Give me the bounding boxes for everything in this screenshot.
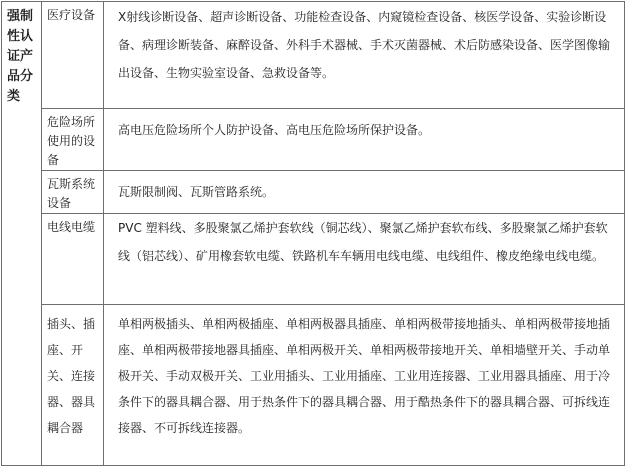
category-label: 危险场所使用的设备 — [47, 115, 96, 167]
category-label: 瓦斯系统设备 — [47, 177, 96, 210]
description-cell — [104, 2, 625, 109]
category-label: 医疗设备 — [47, 8, 96, 22]
table-row — [2, 171, 625, 214]
description-text: 单相两极插头、单相两极插座、单相两极器具插座、单相两极带接地插头、单相两极带接地插座、单相两极带接地器具插座、单相两极开关、单相两极带接地开关、单相墙壁开关、手动单极开关、手动双极开关、工业用插头、工业用插座、工业用连接器、工业用器具插座、用于冷条件下的器具耦合器、用于热条件下的器具耦合器、用于酷热条件下的器具耦合器、可拆线连接器、不可拆线连接器。 — [118, 317, 611, 435]
description-cell — [104, 109, 625, 171]
category-cell — [42, 109, 104, 171]
category-label: 插头、插座、开关、连接器、器具耦合器 — [47, 317, 96, 435]
certification-table — [1, 1, 625, 466]
description-text: 高电压危险场所个人防护设备、高电压危险场所保护设备。 — [118, 123, 431, 137]
description-text: X射线诊断设备、超声诊断设备、功能检查设备、内窥镜检查设备、核医学设备、实验诊断设备、病理诊断装备、麻醉设备、外科手术器械、手术灭菌器械、术后防感染设备、医学图像输出设备、生物实验室设备、急救设备等。 — [118, 10, 611, 80]
category-cell — [42, 214, 104, 305]
description-cell — [104, 171, 625, 214]
group-cell — [2, 2, 42, 466]
table-row — [2, 109, 625, 171]
description-text: PVC 塑料线、多股聚氯乙烯护套软线（铜芯线）、聚氯乙烯护套软布线、多股聚氯乙烯护套软线（铝芯线）、矿用橡套软电缆、铁路机车车辆用电线电缆、电线组件、橡皮绝缘电线电缆。 — [118, 221, 608, 263]
table-row — [2, 214, 625, 305]
table-row — [2, 305, 625, 466]
table-row — [2, 2, 625, 109]
description-cell — [104, 214, 625, 305]
category-cell — [42, 171, 104, 214]
category-cell — [42, 305, 104, 466]
description-cell — [104, 305, 625, 466]
group-label: 强制性认证产品分类 — [7, 9, 34, 104]
category-label: 电线电缆 — [47, 220, 96, 234]
category-cell — [42, 2, 104, 109]
description-text: 瓦斯限制阀、瓦斯管路系统。 — [118, 185, 275, 199]
